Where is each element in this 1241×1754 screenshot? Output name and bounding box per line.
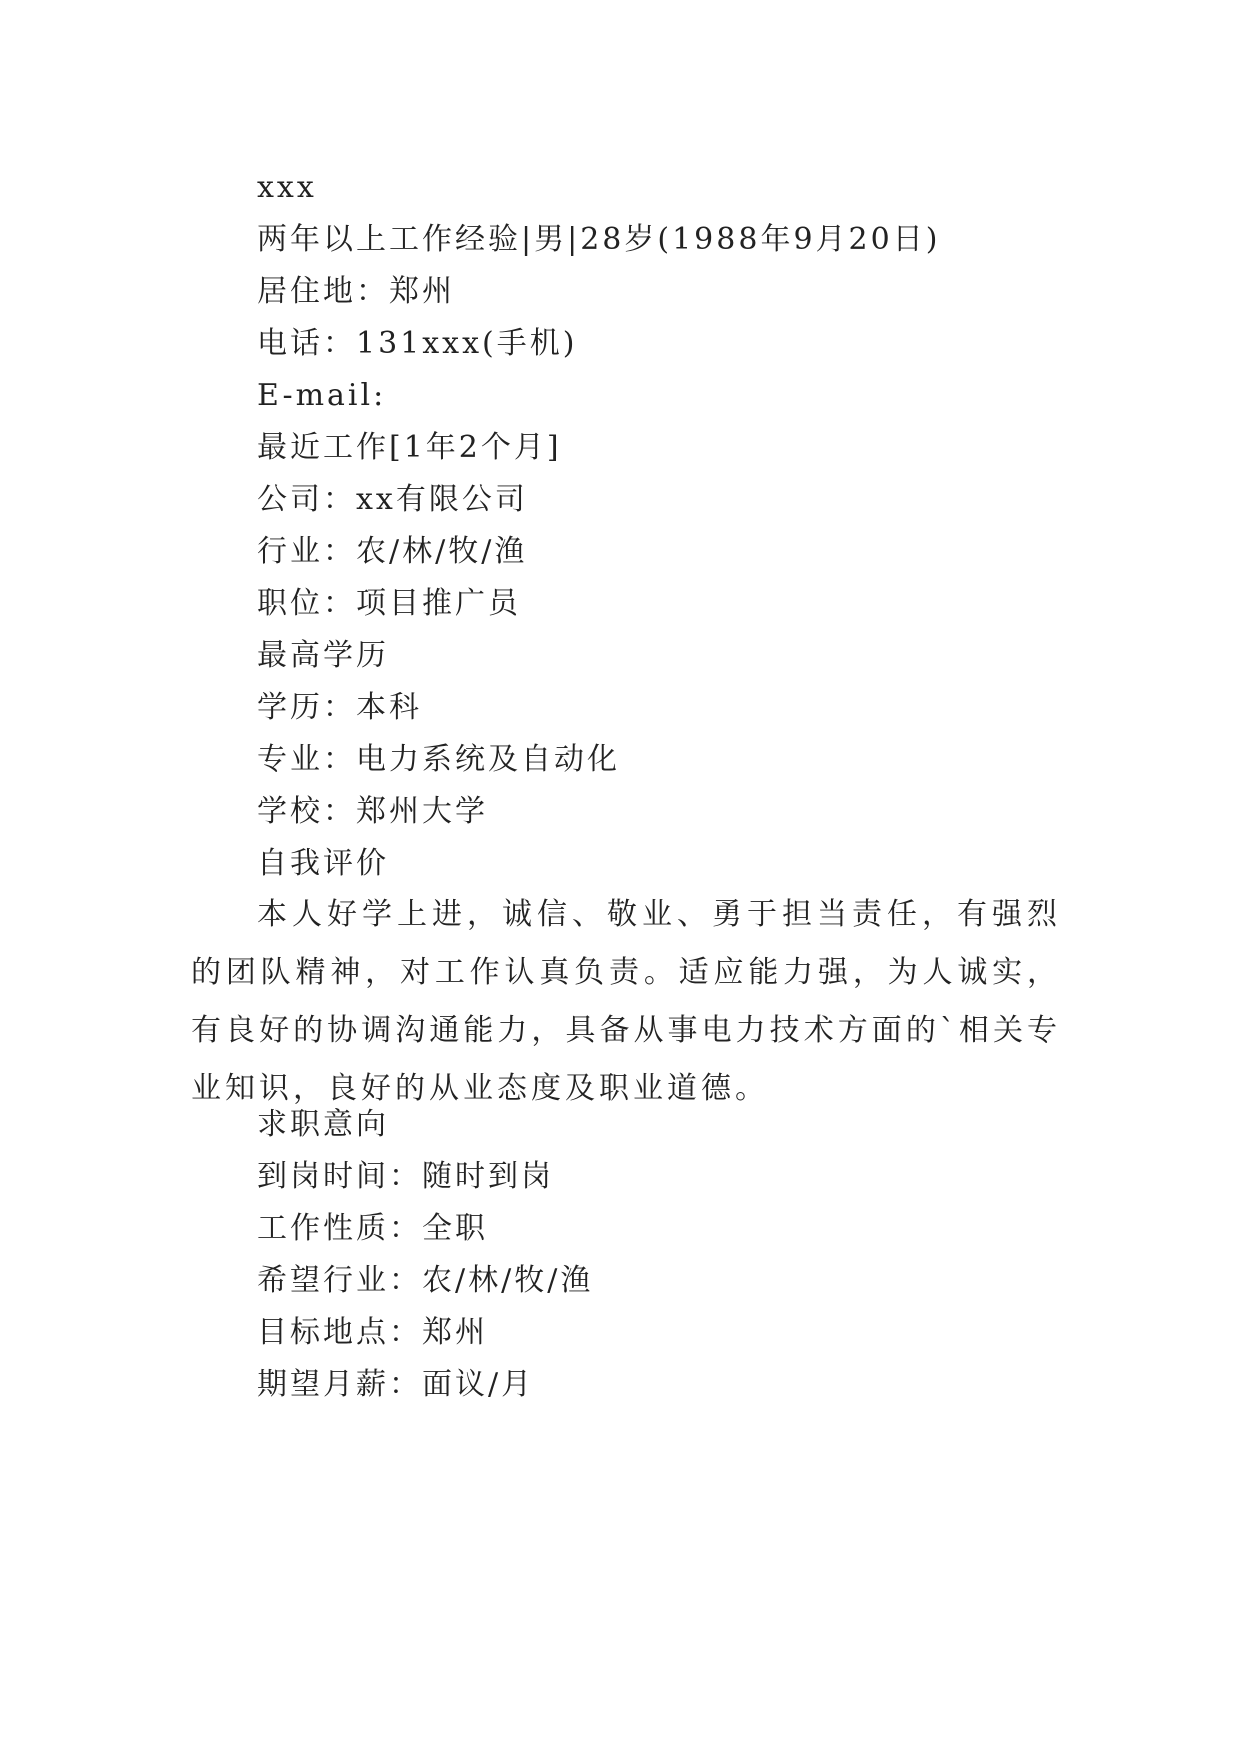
industry-line: 行业：农/林/牧/渔 xyxy=(257,534,528,569)
position-line: 职位：项目推广员 xyxy=(257,586,521,621)
name-line: xxx xyxy=(257,170,317,205)
self-evaluation-paragraph: 本人好学上进，诚信、敬业、勇于担当责任，有强烈的团队精神，对工作认真负责。适应能力强，为人诚实，有良好的协调沟通能力，具备从事电力技术方面的`相关专业知识，良好的从业态度及职业道德。 xyxy=(191,897,1061,1106)
major-line: 专业：电力系统及自动化 xyxy=(257,742,620,777)
recent-work-heading: 最近工作[1年2个月] xyxy=(257,430,562,465)
residence-line: 居住地：郑州 xyxy=(257,274,455,309)
summary-line: 两年以上工作经验|男|28岁(1988年9月20日) xyxy=(257,222,941,257)
job-type-line: 工作性质：全职 xyxy=(257,1211,488,1246)
company-line: 公司：xx有限公司 xyxy=(257,482,528,517)
location-line: 目标地点：郑州 xyxy=(257,1315,488,1350)
self-evaluation-heading: 自我评价 xyxy=(257,846,389,881)
start-time-line: 到岗时间：随时到岗 xyxy=(257,1159,554,1194)
phone-line: 电话：131xxx(手机) xyxy=(257,326,578,361)
desired-industry-line: 希望行业：农/林/牧/渔 xyxy=(257,1263,594,1298)
degree-line: 学历：本科 xyxy=(257,690,422,725)
salary-line: 期望月薪：面议/月 xyxy=(257,1367,535,1402)
job-intention-heading: 求职意向 xyxy=(257,1107,389,1142)
school-line: 学校：郑州大学 xyxy=(257,794,488,829)
education-heading: 最高学历 xyxy=(257,638,389,673)
email-line: E-mail: xyxy=(257,378,387,413)
